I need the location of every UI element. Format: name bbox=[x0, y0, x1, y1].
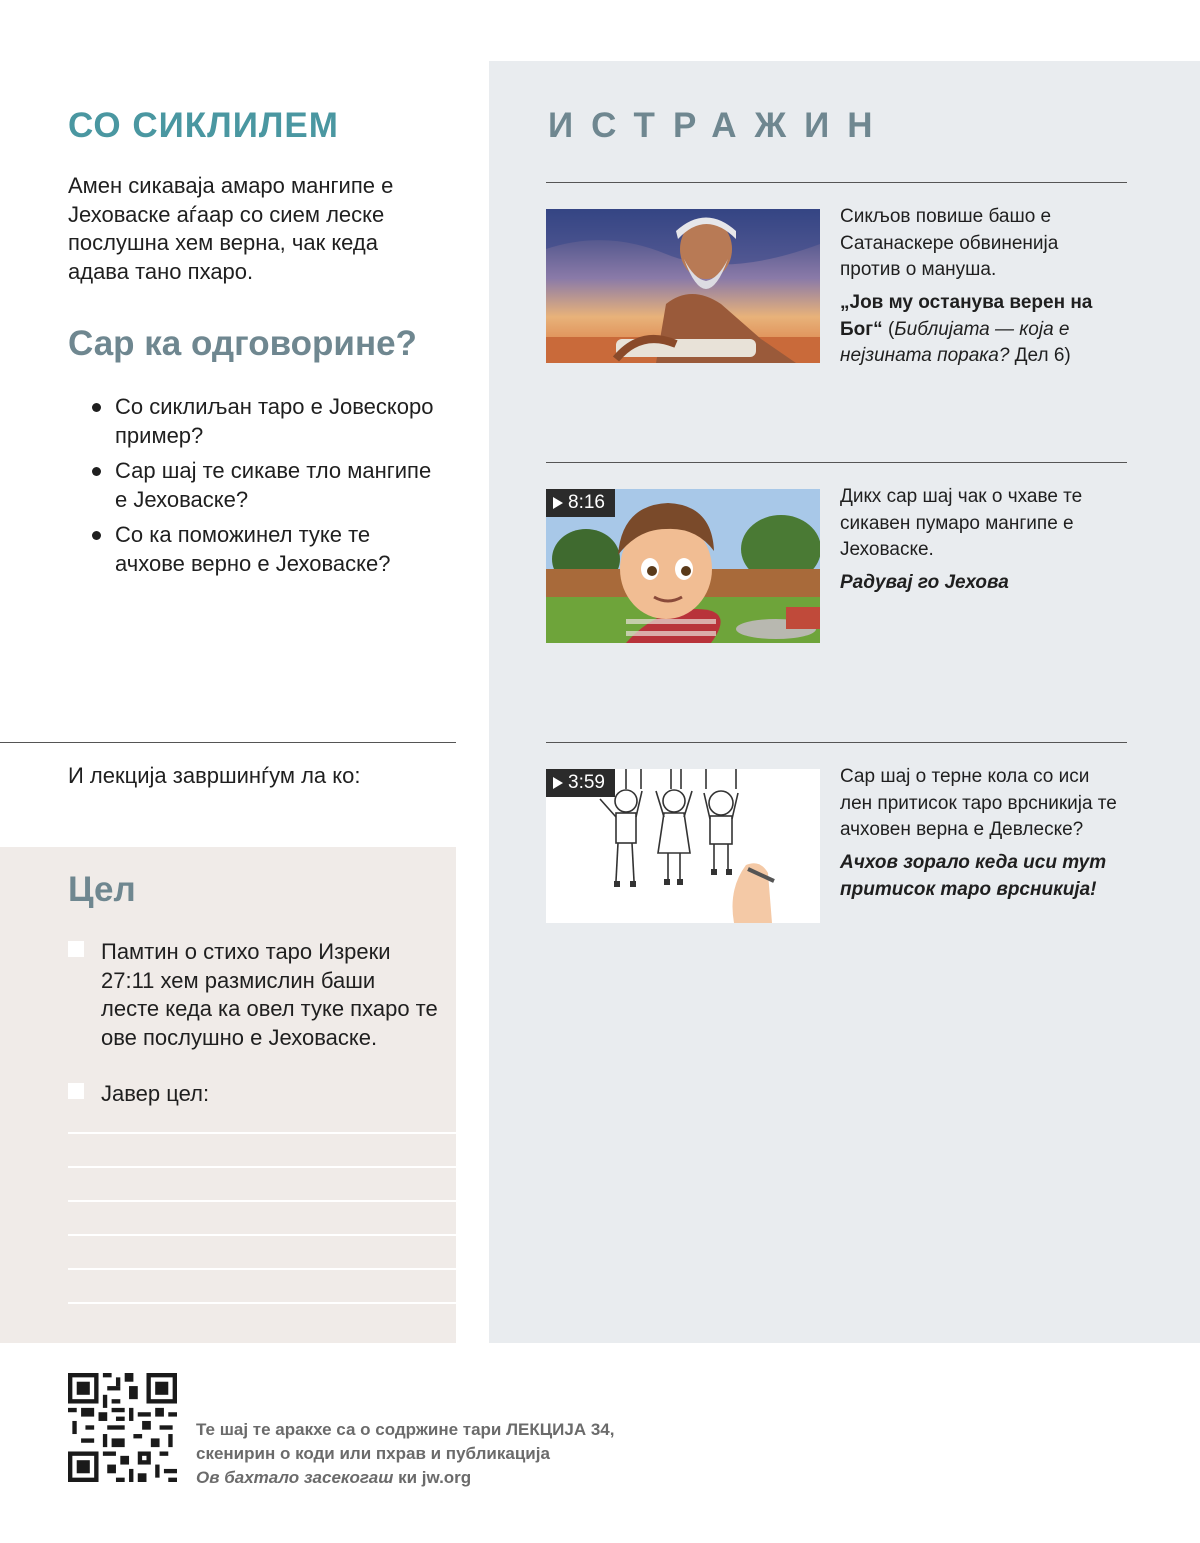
explore-item-description: Сар шај о терне кола со иси лен притисок таро врсникија те ачховен верна е Девлеске? bbox=[840, 766, 1117, 840]
explore-item-title[interactable]: Радувај го Јехова bbox=[840, 572, 1009, 593]
goal-text: Памтин о стихо таро Изреки 27:11 хем размислин баши лесте кеда ка овел туке пхаро те ове послушно е Јеховаске. bbox=[101, 939, 438, 1050]
explore-item-description: Сикљов повише башо е Сатанаскере обвиненија против о мануша. bbox=[840, 206, 1059, 280]
question-item bbox=[92, 393, 442, 450]
section-divider bbox=[546, 182, 1127, 183]
questions-list bbox=[92, 393, 442, 585]
play-icon bbox=[553, 497, 563, 509]
write-line bbox=[68, 1166, 456, 1168]
write-line bbox=[68, 1234, 456, 1236]
goal-text: Јавер цел: bbox=[101, 1081, 210, 1106]
boy-animation-video[interactable] bbox=[546, 489, 820, 643]
question-text: Со ка поможинел туке те ачхове верно е Јеховаске? bbox=[115, 522, 391, 576]
explore-item-description: Дикх сар шај чак о чхаве те сикавен пумаро мангипе е Јеховаске. bbox=[840, 486, 1083, 560]
section-divider bbox=[0, 742, 456, 743]
goal-title: Цел bbox=[68, 870, 136, 909]
checkbox-icon[interactable] bbox=[68, 1083, 84, 1099]
play-icon bbox=[553, 777, 563, 789]
write-line bbox=[68, 1302, 456, 1304]
footer-link-text[interactable]: ки jw.org bbox=[393, 1468, 472, 1487]
question-text: Сар шај те сикаве тло мангипе е Јеховаске? bbox=[115, 458, 432, 512]
write-line bbox=[68, 1268, 456, 1270]
goal-item bbox=[68, 938, 438, 1052]
puppets-drawing-video[interactable] bbox=[546, 769, 820, 923]
write-line bbox=[68, 1200, 456, 1202]
footer-line: Те шај те аракхе са о содржине тари ЛЕКЦИЈА 34, bbox=[196, 1420, 615, 1439]
learned-summary: Амен сикаваја амаро мангипе е Јеховаске аѓаар со сием леске послушна хем верна, чак кеда адава тано пхаро. bbox=[68, 173, 394, 284]
title-plain: Дел 6) bbox=[1009, 345, 1071, 366]
checkbox-icon[interactable] bbox=[68, 941, 84, 957]
explore-item-title[interactable]: Ачхов зорало кеда иси тут притисок таро врсникија! bbox=[840, 852, 1107, 900]
goal-item bbox=[68, 1080, 438, 1109]
job-painting-image bbox=[546, 209, 820, 363]
video-duration-badge bbox=[546, 489, 615, 517]
section-divider bbox=[546, 742, 1127, 743]
title-paren: ( bbox=[882, 318, 895, 340]
finished-date-label: И лекција завршинѓум ла ко: bbox=[68, 763, 361, 788]
footer-line bbox=[196, 1466, 614, 1490]
write-line bbox=[68, 1132, 456, 1134]
video-duration: 3:59 bbox=[568, 772, 605, 793]
learned-title: СО СИКЛИЛЕМ bbox=[68, 106, 339, 145]
bullet-icon bbox=[92, 403, 101, 412]
publication-title: Ов бахтало засекогаш bbox=[196, 1468, 394, 1487]
question-item bbox=[92, 521, 442, 578]
video-duration: 8:16 bbox=[568, 492, 605, 513]
bullet-icon bbox=[92, 531, 101, 540]
footer-note bbox=[196, 1418, 614, 1490]
title-bold: „Јов му останува верен на Бог“ bbox=[840, 292, 1093, 340]
question-text: Со сиклиљан таро е Јовескоро пример? bbox=[115, 394, 434, 448]
footer-line: скенирин о коди или пхрав и публикација bbox=[196, 1444, 550, 1463]
video-duration-badge bbox=[546, 769, 615, 797]
explore-item-title[interactable] bbox=[840, 290, 1122, 370]
job-painting-image[interactable] bbox=[546, 209, 820, 363]
question-item bbox=[92, 457, 442, 514]
questions-title: Сар ка одговорине? bbox=[68, 324, 417, 363]
bullet-icon bbox=[92, 467, 101, 476]
title-italic: Библијата — која е нејзината порака? bbox=[840, 318, 1070, 366]
qr-code-icon[interactable] bbox=[68, 1373, 177, 1482]
section-divider bbox=[546, 462, 1127, 463]
explore-title: ИСТРАЖИН bbox=[548, 106, 891, 145]
